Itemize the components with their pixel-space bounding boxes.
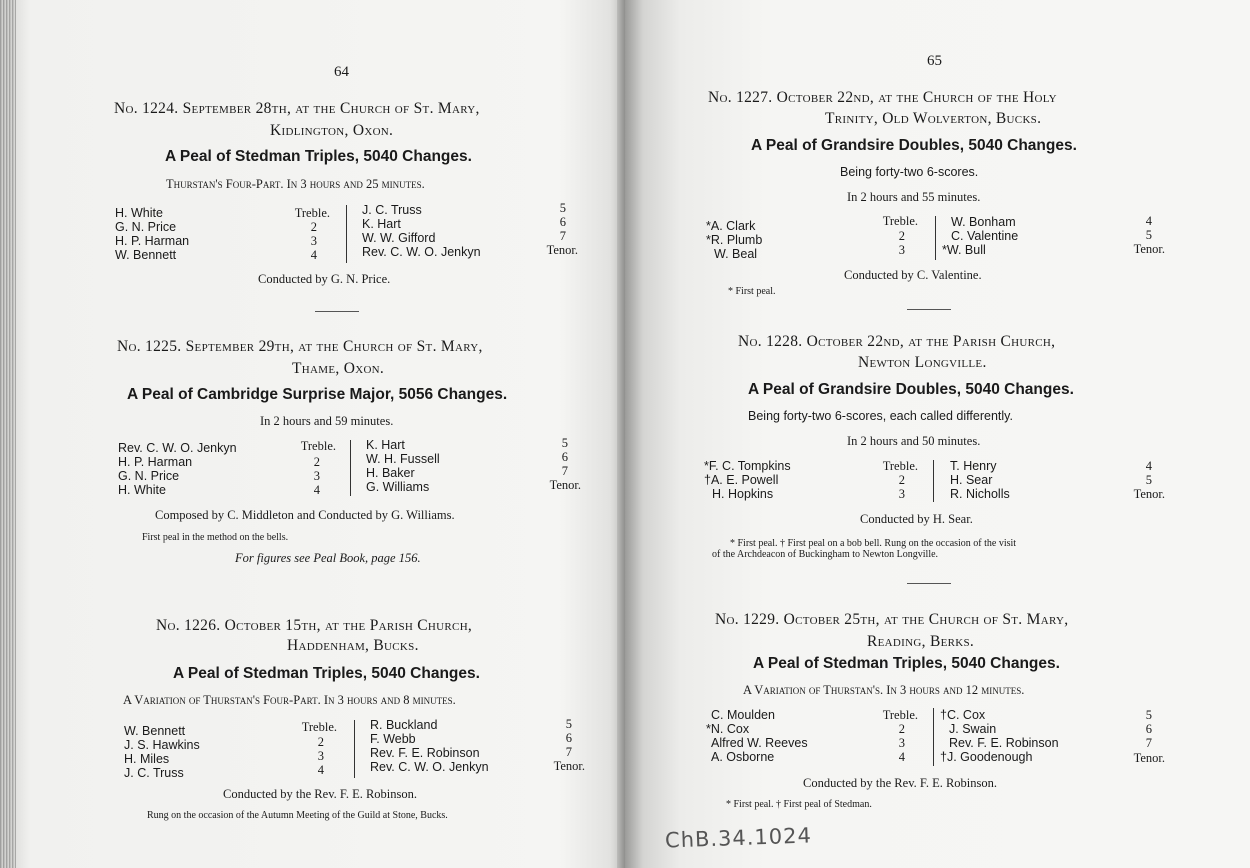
peal-subtitle: Being forty-two 6-scores, each called differently. (748, 409, 1013, 423)
bell-number: 4 (1145, 214, 1152, 228)
conductor-line: Conducted by C. Valentine. (844, 268, 982, 282)
footnote: * First peal. (728, 286, 776, 297)
ringer-name: C. Moulden (711, 708, 775, 722)
bell-number: 5 (1145, 228, 1152, 242)
entry-heading: No. 1224. September 28th, at the Church of St. Mary, (114, 100, 480, 117)
entry-heading: No. 1229. October 25th, at the Church of St. Mary, (715, 611, 1069, 628)
ringer-name: Rev. F. E. Robinson (370, 746, 480, 760)
ringer-name: Rev. F. E. Robinson (949, 736, 1059, 750)
footnote: * First peal. † First peal on a bob bell. Rung on the occasion of the visit (730, 538, 1017, 549)
ringer-name: G. N. Price (115, 220, 177, 234)
bell-number: 4 (898, 750, 905, 764)
bell-number: Tenor. (1133, 242, 1165, 256)
bell-number: Tenor. (553, 759, 585, 773)
entry-heading: No. 1227. October 22nd, at the Church of the Holy (708, 89, 1057, 106)
ringer-name: H. P. Harman (115, 234, 190, 248)
ringer-name: H. Baker (366, 466, 415, 480)
peal-title: A Peal of Stedman Triples, 5040 Changes. (173, 665, 480, 682)
peal-title: A Peal of Cambridge Surprise Major, 5056 Changes. (127, 386, 508, 403)
bell-number: Treble. (882, 708, 918, 722)
ringer-name: W. W. Gifford (362, 231, 436, 245)
entry-heading: No. 1228. October 22nd, at the Parish Church, (738, 333, 1056, 350)
peal-title: A Peal of Stedman Triples, 5040 Changes. (165, 148, 472, 165)
bell-number: 7 (565, 745, 572, 759)
entry-place: Trinity, Old Wolverton, Bucks. (825, 110, 1042, 127)
bell-number: Tenor. (1133, 487, 1165, 501)
peal-title: A Peal of Grandsire Doubles, 5040 Changes. (748, 381, 1074, 398)
column-divider (350, 440, 351, 496)
ringer-name: H. Hopkins (712, 487, 774, 501)
ringer-name: H. White (118, 483, 166, 497)
footnote: First peal in the method on the bells. (142, 532, 289, 543)
ringer-name: H. Sear (950, 473, 993, 487)
entry-place: Haddenham, Bucks. (287, 637, 419, 654)
conductor-line: Conducted by the Rev. F. E. Robinson. (803, 776, 998, 790)
bell-number: 2 (310, 220, 317, 234)
page-number: 64 (334, 64, 349, 80)
peal-duration: In 2 hours and 50 minutes. (847, 434, 981, 448)
bell-number: 4 (1145, 459, 1152, 473)
column-divider (354, 720, 355, 778)
ringer-name: K. Hart (362, 217, 401, 231)
ringer-name: Rev. C. W. O. Jenkyn (370, 760, 489, 774)
section-divider (315, 311, 359, 312)
ringer-name: Rev. C. W. O. Jenkyn (118, 441, 237, 455)
ringer-name: *F. C. Tompkins (704, 459, 791, 473)
ringer-name: R. Buckland (370, 718, 438, 732)
composer-conductor-line: Composed by C. Middleton and Conducted by G. Williams. (155, 508, 455, 522)
ringer-name: W. Beal (714, 247, 758, 261)
entry-place: Reading, Berks. (867, 633, 975, 650)
ringer-name: C. Valentine (951, 229, 1019, 243)
bell-number: 4 (313, 483, 320, 497)
bell-number: 3 (317, 749, 324, 763)
bell-number: 2 (317, 735, 324, 749)
bell-number: 5 (561, 436, 568, 450)
entry-heading: No. 1226. October 15th, at the Parish Church, (156, 617, 473, 634)
bell-number: 2 (898, 473, 905, 487)
ringer-name: H. White (115, 206, 163, 220)
footnote-continued: of the Archdeacon of Buckingham to Newton Longville. (712, 549, 939, 560)
bell-number: Tenor. (549, 478, 581, 492)
ringer-name: Alfred W. Reeves (711, 736, 808, 750)
bell-number: Treble. (882, 214, 918, 228)
section-divider (907, 583, 951, 584)
bell-number: Tenor. (546, 243, 578, 257)
peal-subtitle: Thurstan's Four-Part. In 3 hours and 25 minutes. (166, 177, 425, 191)
column-divider (933, 460, 934, 502)
peal-title: A Peal of Grandsire Doubles, 5040 Changes. (751, 137, 1077, 154)
bell-number: 6 (565, 731, 572, 745)
handwritten-shelfmark: ChB.34.1024 (664, 823, 813, 853)
bell-number: 7 (561, 464, 568, 478)
ringer-name: J. C. Truss (362, 203, 422, 217)
bell-number: 2 (898, 722, 905, 736)
bell-number: 4 (317, 763, 324, 777)
column-divider (933, 708, 934, 766)
ringer-name: W. Bonham (951, 215, 1016, 229)
ringer-name: J. C. Truss (124, 766, 184, 780)
ringer-name: *W. Bull (942, 243, 986, 257)
ringer-name: G. N. Price (118, 469, 180, 483)
bell-number: 3 (898, 736, 905, 750)
bell-number: 2 (898, 229, 905, 243)
bell-number: Treble. (301, 720, 337, 734)
section-divider (907, 309, 951, 310)
bell-number: 3 (898, 487, 905, 501)
ringer-name: W. H. Fussell (366, 452, 440, 466)
ringer-name: *A. Clark (706, 219, 756, 233)
ringer-name: G. Williams (366, 480, 430, 494)
bell-number: 5 (565, 717, 572, 731)
bell-number: 5 (1145, 708, 1152, 722)
peal-title: A Peal of Stedman Triples, 5040 Changes. (753, 655, 1060, 672)
page-number: 65 (927, 53, 942, 69)
ringer-name: Rev. C. W. O. Jenkyn (362, 245, 481, 259)
bell-number: Tenor. (1133, 751, 1165, 765)
entry-place: Newton Longville. (858, 354, 987, 371)
column-divider (935, 216, 936, 260)
bell-number: 3 (898, 243, 905, 257)
bell-number: 7 (559, 229, 566, 243)
entry-place: Thame, Oxon. (292, 360, 385, 377)
conductor-line: Conducted by G. N. Price. (258, 272, 391, 286)
footnote: * First peal. † First peal of Stedman. (726, 799, 872, 810)
ringer-name: W. Bennett (124, 724, 186, 738)
bell-number: 6 (559, 215, 566, 229)
ringer-name: J. Swain (949, 722, 997, 736)
ringer-name: *R. Plumb (706, 233, 763, 247)
ringer-name: †C. Cox (940, 708, 986, 722)
bell-number: Treble. (882, 459, 918, 473)
ringer-name: W. Bennett (115, 248, 177, 262)
bell-number: 4 (310, 248, 317, 262)
bell-number: 6 (1145, 722, 1152, 736)
peal-subtitle: A Variation of Thurstan's Four-Part. In 3 hours and 8 minutes. (123, 693, 456, 707)
ringer-name: F. Webb (370, 732, 416, 746)
page-edges (0, 0, 16, 868)
ringer-name: H. Miles (124, 752, 170, 766)
entry-heading: No. 1225. September 29th, at the Church of St. Mary, (117, 338, 483, 355)
peal-subtitle: A Variation of Thurstan's. In 3 hours and 12 minutes. (743, 683, 1025, 697)
ringer-name: J. S. Hawkins (124, 738, 200, 752)
bell-number: 5 (1145, 473, 1152, 487)
peal-subtitle: Being forty-two 6-scores. (840, 165, 979, 179)
bell-number: 7 (1145, 736, 1152, 750)
right-page (625, 0, 1250, 868)
bell-number: 2 (313, 455, 320, 469)
ringer-name: H. P. Harman (118, 455, 193, 469)
ringer-name: T. Henry (950, 459, 997, 473)
bell-number: 6 (561, 450, 568, 464)
conductor-line: Conducted by the Rev. F. E. Robinson. (223, 787, 418, 801)
ringer-name: A. Osborne (711, 750, 775, 764)
conductor-line: Conducted by H. Sear. (860, 512, 973, 526)
bell-number: Treble. (300, 439, 336, 453)
peal-subtitle: In 2 hours and 59 minutes. (260, 414, 394, 428)
ringer-name: K. Hart (366, 438, 405, 452)
bell-number: 3 (310, 234, 317, 248)
reference-note: For figures see Peal Book, page 156. (235, 551, 421, 565)
bell-number: Treble. (294, 206, 330, 220)
ringer-name: †J. Goodenough (940, 750, 1033, 764)
ringer-name: *N. Cox (706, 722, 750, 736)
bell-number: 3 (313, 469, 320, 483)
bell-number: 5 (559, 201, 566, 215)
ringer-name: †A. E. Powell (704, 473, 779, 487)
footnote: Rung on the occasion of the Autumn Meeting of the Guild at Stone, Bucks. (147, 810, 448, 821)
entry-place: Kidlington, Oxon. (270, 122, 394, 139)
column-divider (346, 205, 347, 263)
peal-duration: In 2 hours and 55 minutes. (847, 190, 981, 204)
ringer-name: R. Nicholls (950, 487, 1010, 501)
